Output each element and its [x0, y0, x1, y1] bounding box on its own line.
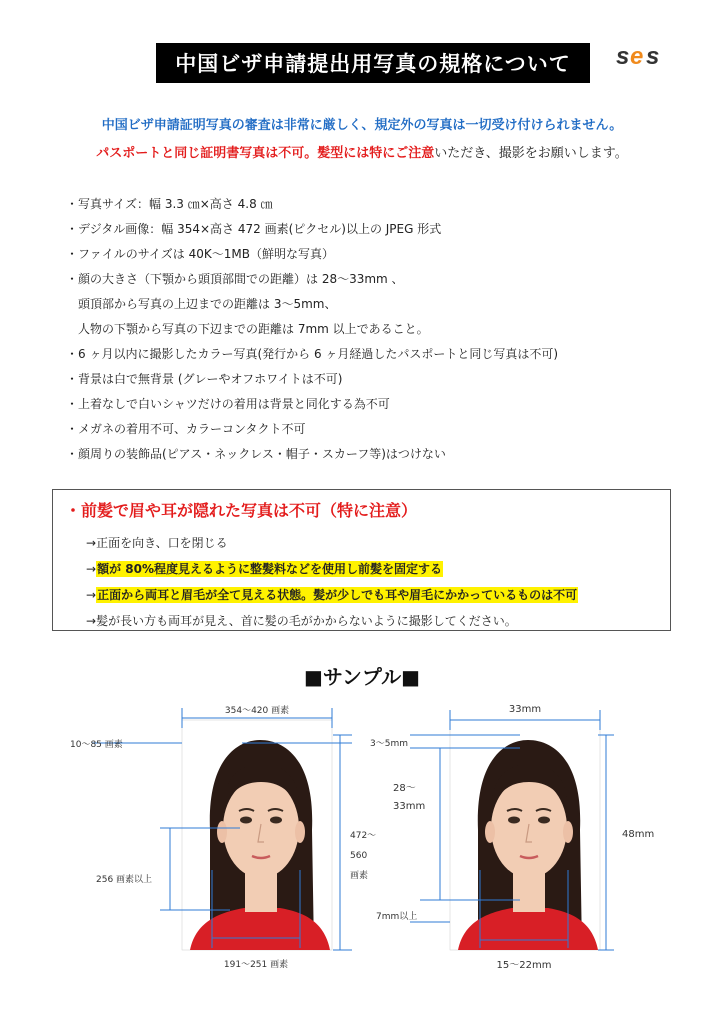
requirement-item: ・顔の大きさ（下顎から頭頂部間での距離）は 28～33mm 、 [66, 272, 404, 286]
right-chin-label: 7mm以上 [376, 912, 418, 922]
left-face-label: 256 画素以上 [96, 875, 153, 885]
requirement-item: ・6 ヶ月以内に撮影したカラー写真(発行から 6 ヶ月経過したパスポートと同じ写真は不可) [66, 347, 559, 361]
arrow-icon: → [86, 588, 97, 602]
left-height-label: 472～ [350, 831, 377, 841]
arrow-icon: → [86, 614, 97, 628]
right-face-label: 33mm [393, 801, 426, 812]
highlighted-text: 正面から両耳と眉毛が全て見える状態。髪が少しでも耳や眉毛にかかっているものは不可 [97, 588, 578, 602]
intro-rest: いただき、撮影をお願いします。 [434, 146, 628, 161]
requirement-item: ・ファイルのサイズは 40K～1MB（鮮明な写真） [66, 247, 334, 261]
intro-red-emphasis: パスポートと同じ証明書写真は不可。髪型には特にご注意 [96, 146, 435, 161]
intro-instruction [0, 142, 724, 161]
requirement-item: ・背景は白で無背景 (グレーやオフホワイトは不可) [66, 372, 343, 386]
page-title: 中国ビザ申請提出用写真の規格について [156, 43, 590, 83]
requirements-list [66, 192, 558, 467]
intro-warning: 中国ビザ申請証明写真の審査は非常に厳しく、規定外の写真は一切受け付けられません。 [101, 118, 623, 133]
notice-list [86, 530, 578, 634]
left-bottom-label: 191～251 画素 [223, 960, 289, 970]
right-bottom-label: 15～22mm [496, 960, 552, 971]
left-top-label: 10～85 画素 [70, 740, 123, 750]
left-height-label: 560 [350, 851, 368, 861]
ses-logo [615, 42, 665, 72]
sample-heading: ■サンプル■ [304, 665, 420, 689]
svg-text:s: s [616, 43, 630, 70]
svg-text:s: s [646, 43, 660, 70]
requirement-item: ・デジタル画像：幅 354×高さ 472 画素(ピクセル)以上の JPEG 形式 [66, 222, 442, 236]
svg-text:e: e [630, 43, 644, 70]
requirement-item: ・メガネの着用不可、カラーコンタクト不可 [66, 422, 306, 436]
right-top-label: 3～5mm [370, 739, 408, 749]
requirement-item: ・写真サイズ：幅 3.3 ㎝×高さ 4.8 ㎝ [66, 197, 273, 211]
left-width-label: 354～420 画素 [224, 706, 290, 716]
notice-heading: ・前髪で眉や耳が隠れた写真は不可（特に注意） [65, 501, 418, 520]
left-height-label: 画素 [350, 871, 369, 881]
notice-box [52, 489, 671, 631]
requirement-item: ・上着なしで白いシャツだけの着用は背景と同化する為不可 [66, 397, 390, 411]
requirement-item: ・顔周りの装飾品(ピアス・ネックレス・帽子・スカーフ等)はつけない [66, 447, 446, 461]
right-photo-sample [370, 704, 654, 971]
right-face-label: 28～ [393, 783, 416, 794]
left-photo-sample [70, 704, 376, 970]
arrow-icon: → [86, 536, 97, 550]
arrow-icon: → [86, 562, 97, 576]
sample-figure [0, 690, 724, 1024]
requirement-item: 頭頂部から写真の上辺までの距離は 3～5mm、 [78, 297, 337, 311]
notice-item [86, 582, 578, 608]
notice-item: →髪が長い方も両耳が見え、首に髪の毛がかからないように撮影してください。 [86, 614, 517, 628]
notice-item [86, 556, 578, 582]
highlighted-text: 額が 80%程度見えるように整髪料などを使用し前髪を固定する [97, 562, 442, 576]
notice-item: →正面を向き、口を閉じる [86, 536, 228, 550]
right-height-label: 48mm [622, 829, 655, 840]
requirement-item: 人物の下顎から写真の下辺までの距離は 7mm 以上であること。 [78, 322, 429, 336]
right-width-label: 33mm [508, 704, 542, 715]
